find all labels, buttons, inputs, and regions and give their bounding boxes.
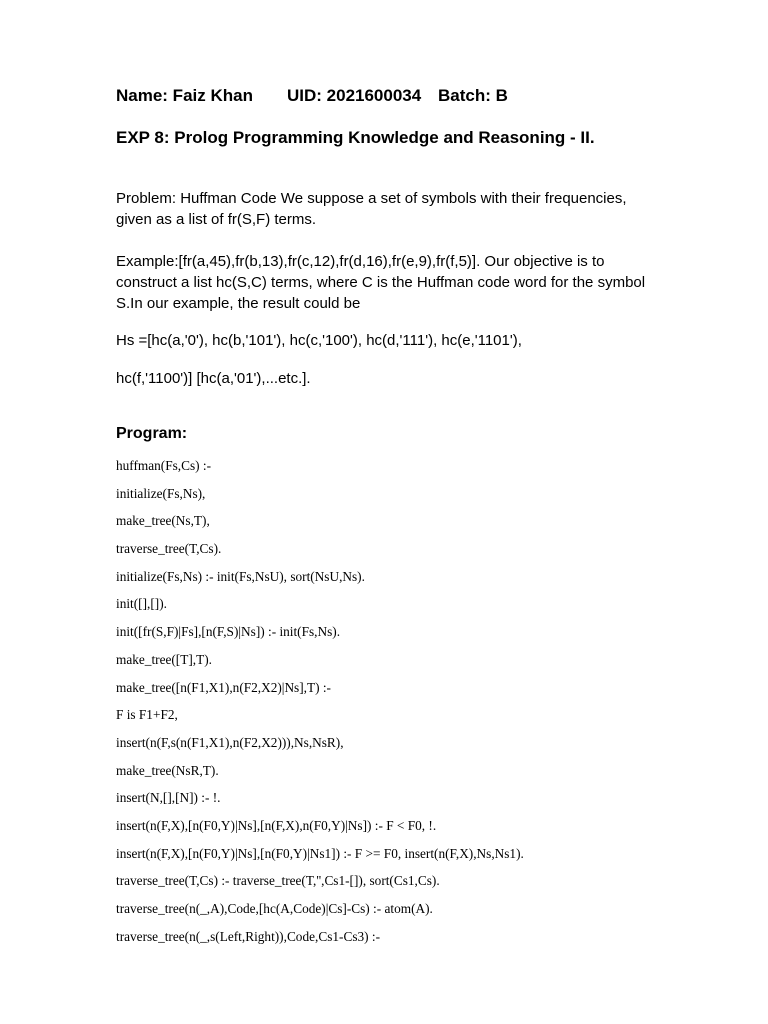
code-line: initialize(Fs,Ns), <box>116 485 206 501</box>
code-line: insert(n(F,s(n(F1,X1),n(F2,X2))),Ns,NsR), <box>116 734 344 750</box>
result-line-1: Hs =[hc(a,'0'), hc(b,'101'), hc(c,'100'), hc(d,'111'), hc(e,'1101'), <box>116 332 522 349</box>
code-line: traverse_tree(n(_,s(Left,Right)),Code,Cs1-Cs3) :- <box>116 928 381 944</box>
experiment-title: EXP 8: Prolog Programming Knowledge and Reasoning - II. <box>116 128 595 147</box>
code-line: make_tree([n(F1,X1),n(F2,X2)|Ns],T) :- <box>116 679 331 695</box>
problem-statement: Problem: Huffman Code We suppose a set of symbols with their frequencies, given as a list of fr(S,F) terms. <box>116 190 627 228</box>
code-line: insert(n(F,X),[n(F0,Y)|Ns],[n(F,X),n(F0,Y)|Ns]) :- F < F0, !. <box>116 817 437 833</box>
example-statement: Example:[fr(a,45),fr(b,13),fr(c,12),fr(d,16),fr(e,9),fr(f,5)]. Our objective is to construct a list hc(S,C) terms, where C is the Huffman code word for the symbol S.In our example, the result could be <box>116 253 646 312</box>
code-line: huffman(Fs,Cs) :- <box>116 458 212 473</box>
code-line: make_tree(NsR,T). <box>116 762 219 778</box>
code-line: insert(n(F,X),[n(F0,Y)|Ns],[n(F0,Y)|Ns1]) :- F >= F0, insert(n(F,X),Ns,Ns1). <box>116 845 524 861</box>
result-line-2: hc(f,'1100')] [hc(a,'01'),...etc.]. <box>116 370 311 387</box>
code-line: insert(N,[],[N]) :- !. <box>116 790 221 806</box>
student-uid: UID: 2021600034 <box>287 86 422 105</box>
code-line: init([],[]). <box>116 596 167 612</box>
code-line: traverse_tree(T,Cs) :- traverse_tree(T,'',Cs1-[]), sort(Cs1,Cs). <box>116 873 440 889</box>
program-code <box>116 455 524 953</box>
student-batch: Batch: B <box>438 86 508 105</box>
code-line: make_tree([T],T). <box>116 651 212 667</box>
code-line: traverse_tree(T,Cs). <box>116 541 222 557</box>
program-heading: Program: <box>116 425 188 442</box>
student-name: Name: Faiz Khan <box>116 86 253 105</box>
code-line: make_tree(Ns,T), <box>116 513 210 529</box>
code-line: traverse_tree(n(_,A),Code,[hc(A,Code)|Cs]-Cs) :- atom(A). <box>116 901 433 916</box>
code-line: initialize(Fs,Ns) :- init(Fs,NsU), sort(NsU,Ns). <box>116 568 365 584</box>
code-line: F is F1+F2, <box>116 707 178 723</box>
code-line: init([fr(S,F)|Fs],[n(F,S)|Ns]) :- init(Fs,Ns). <box>116 624 341 640</box>
